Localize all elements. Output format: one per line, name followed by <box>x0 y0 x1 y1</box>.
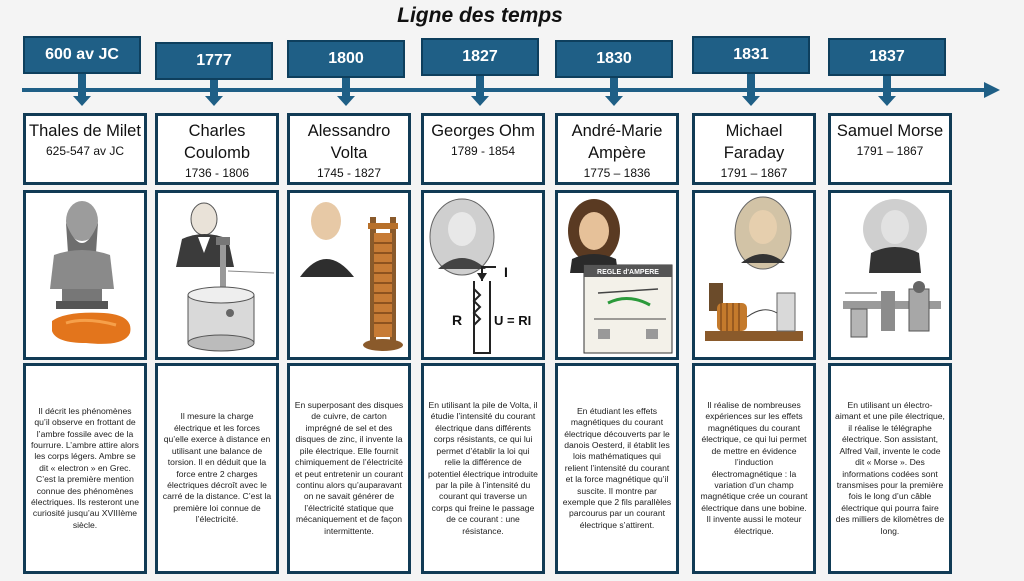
person-dates: 1745 - 1827 <box>316 166 382 180</box>
description-text: Il décrit les phénomènes qu’il observe en frottant de l’ambre fossile avec de la fourrure. L’ambre attire alors les corps légers. Ambre se dit « electron » en Grec. C’est la première mention connue des phénomènes électriques. Ils resteront une curiosité jusqu’au XVIIIème siècle. <box>31 405 139 530</box>
timeline-entry-thales <box>23 0 147 581</box>
name-box <box>828 113 952 185</box>
person-name: Michael Faraday <box>723 122 785 162</box>
connector-arrow <box>742 96 760 106</box>
current-label: I <box>504 264 508 280</box>
year-label: 600 av JC <box>23 36 141 74</box>
ampere-rule-illustration <box>558 193 676 357</box>
connector <box>883 76 891 96</box>
name-box <box>421 113 545 185</box>
connector-arrow <box>73 96 91 106</box>
timeline-entry-ohm <box>421 0 545 581</box>
person-dates: 1789 - 1854 <box>450 144 516 158</box>
name-box <box>692 113 816 185</box>
resistor-label: R <box>452 312 463 328</box>
description-box <box>421 363 545 574</box>
description-text: Il réalise de nombreuses expériences sur les effets magnétiques du courant électrique, ce qui lui permet de mettre en évidence l’induction électromagnétique : la variation d’un champ magnétique crée un courant électrique dans une bobine. Il invente aussi le moteur électrique. <box>700 400 808 536</box>
connector <box>610 78 618 96</box>
description-box <box>23 363 147 574</box>
connector <box>78 74 86 96</box>
year-label: 1827 <box>421 38 539 76</box>
portrait-panel <box>23 190 147 360</box>
portrait-panel <box>828 190 952 360</box>
name-box <box>287 113 411 185</box>
description-box <box>828 363 952 574</box>
year-label: 1831 <box>692 36 810 74</box>
torsion-balance-illustration <box>158 193 276 357</box>
description-box <box>155 363 279 574</box>
name-box <box>23 113 147 185</box>
connector-arrow <box>471 96 489 106</box>
portrait-panel <box>421 190 545 360</box>
induction-coil-illustration <box>695 193 813 357</box>
ohm-law-label: U = RI <box>494 313 532 328</box>
description-box <box>287 363 411 574</box>
description-box <box>555 363 679 574</box>
telegraph-illustration <box>831 193 949 357</box>
connector-arrow <box>878 96 896 106</box>
connector-arrow <box>337 96 355 106</box>
connector <box>210 80 218 96</box>
name-box <box>155 113 279 185</box>
connector <box>476 76 484 96</box>
timeline-entry-faraday <box>692 0 816 581</box>
timeline-entry-ampere <box>555 0 679 581</box>
person-name: Samuel Morse <box>836 122 944 140</box>
person-dates: 1775 – 1836 <box>583 166 651 180</box>
person-dates: 1791 – 1867 <box>856 144 924 158</box>
year-label: 1800 <box>287 40 405 78</box>
name-box <box>555 113 679 185</box>
year-label: 1830 <box>555 40 673 78</box>
ohm-law-illustration <box>424 193 542 357</box>
person-name: André-Marie Ampère <box>571 122 663 162</box>
timeline-entry-morse <box>828 0 952 581</box>
description-text: En utilisant un électro-aimant et une pile électrique, il réalise le télégraphe électrique. Son assistant, Alfred Vail, invente le code dit « Morse ». Des informations codées sont transmises pour la première fois le long d’un câble électrique qui pourra faire des milliers de kilomètres de long. <box>835 400 945 536</box>
connector <box>342 78 350 96</box>
description-text: Il mesure la charge électrique et les forces qu’elle exerce à distance en utilisant une balance de torsion. Il en déduit que la force entre 2 charges électriques décroît avec le carré de la distance. C’est la première loi connue de l’électricité. <box>162 411 272 525</box>
description-box <box>692 363 816 574</box>
description-text: En utilisant la pile de Volta, il étudie l’intensité du courant électrique dans différents corps résistants, ce qui lui permet d’établir la loi qui relie la différence de potentiel électrique introduite par la pile à l’intensité du courant qui traverse un corps qui freine le passage de ce courant : une résistance. <box>428 400 538 536</box>
portrait-panel <box>555 190 679 360</box>
connector-arrow <box>205 96 223 106</box>
portrait-panel <box>692 190 816 360</box>
connector <box>747 74 755 96</box>
description-text: En étudiant les effets magnétiques du courant électrique découverts par le danois Oesterd, il établit les lois mathématiques qui relient l’intensité du courant et la force magnétique qu’il suscite. Il montre par exemple que 2 fils parallèles parcourus par un courant électrique s’attirent. <box>562 405 672 530</box>
ampere-rule-title: REGLE d'AMPERE <box>597 269 659 276</box>
bust-and-amber-illustration <box>26 193 144 357</box>
portrait-panel <box>155 190 279 360</box>
connector-arrow <box>605 96 623 106</box>
voltaic-pile-illustration <box>290 193 408 357</box>
year-label: 1837 <box>828 38 946 76</box>
person-name: Alessandro Volta <box>307 122 391 162</box>
page-title: Ligne des temps <box>397 4 563 27</box>
timeline-entry-coulomb <box>155 0 279 581</box>
timeline-arrowhead <box>984 82 1000 98</box>
person-dates: 1791 – 1867 <box>720 166 788 180</box>
year-label: 1777 <box>155 42 273 80</box>
person-dates: 625-547 av JC <box>45 144 125 158</box>
person-name: Georges Ohm <box>431 122 535 140</box>
portrait-panel <box>287 190 411 360</box>
person-name: Charles Coulomb <box>183 122 251 162</box>
person-dates: 1736 - 1806 <box>184 166 250 180</box>
person-name: Thales de Milet <box>29 122 141 140</box>
description-text: En superposant des disques de cuivre, de carton imprégné de sel et des disques de zinc, il invente la pile électrique. Elle fournit chimiquement de l’électricité et peut entretenir un courant continu alors qu’auparavant on ne savait générer de l’électricité statique que mécaniquement et de façon intermittente. <box>294 400 404 536</box>
timeline-entry-volta <box>287 0 411 581</box>
